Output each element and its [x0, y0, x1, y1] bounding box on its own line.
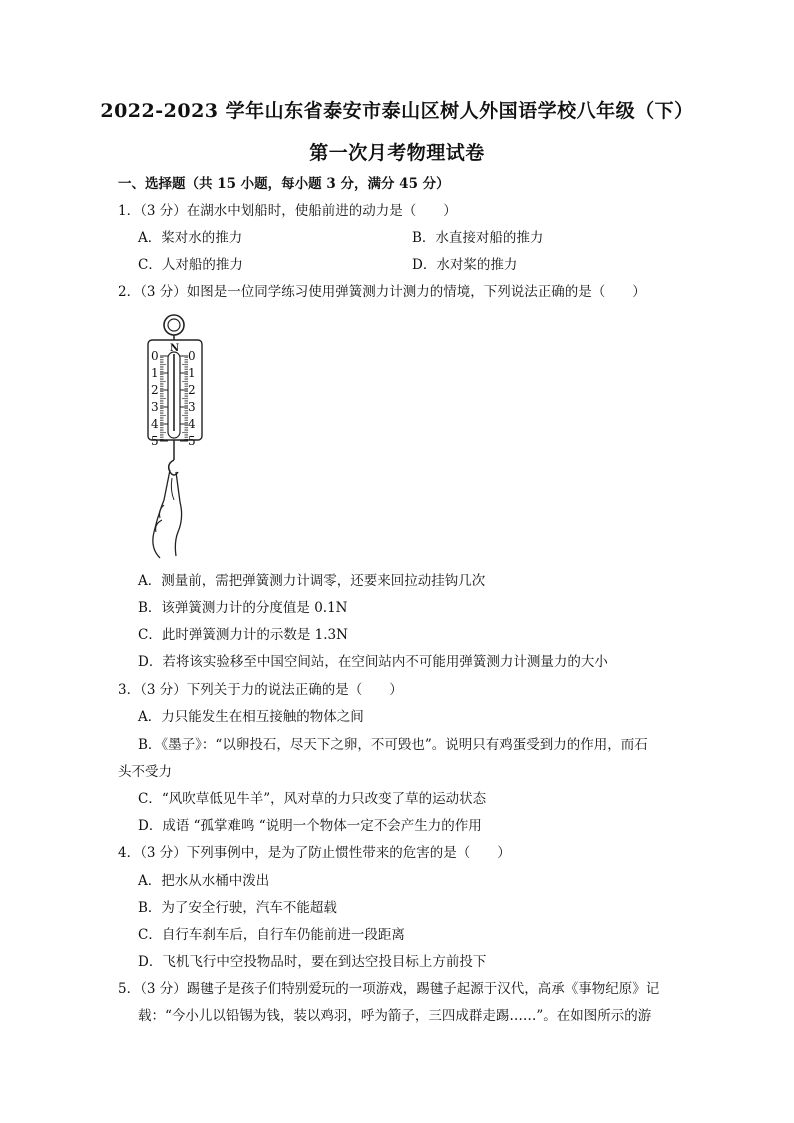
question-4-option-a: A．把水从水桶中泼出 [138, 873, 270, 889]
exam-title-line2: 第一次月考物理试卷 [309, 142, 485, 164]
question-2-option-c: C．此时弹簧测力计的示数是 1.3N [138, 627, 348, 643]
section-heading: 一、选择题（共 15 小题，每小题 3 分，满分 45 分） [118, 176, 450, 192]
scale-right-1: 1 [188, 366, 196, 380]
exam-title-line1: 2022-2023 学年山东省泰安市泰山区树人外国语学校八年级（下） [100, 100, 694, 122]
question-1-option-c: C．人对船的推力 [138, 257, 243, 273]
scale-left-4: 4 [151, 417, 159, 431]
scale-unit-label: N [170, 343, 180, 354]
question-2-option-a: A．测量前，需把弹簧测力计调零，还要来回拉动挂钩几次 [138, 573, 486, 589]
scale-left-3: 3 [151, 400, 159, 414]
question-3-stem: 3．（3 分）下列关于力的说法正确的是（ ） [118, 682, 403, 698]
question-4-option-c: C．自行车刹车后，自行车仍能前进一段距离 [138, 927, 405, 943]
question-1-option-d: D．水对桨的推力 [412, 257, 518, 273]
question-1-option-b: B．水直接对船的推力 [412, 230, 544, 246]
question-3-option-a: A．力只能发生在相互接触的物体之间 [138, 709, 364, 725]
question-2-option-b: B．该弹簧测力计的分度值是 0.1N [138, 600, 348, 616]
question-3-option-b: B．《墨子》：“以卵投石，尽天下之卵，不可毁也”。说明只有鸡蛋受到力的作用，而石 [138, 737, 648, 753]
question-3-option-d: D．成语 “孤掌难鸣 “说明一个物体一定不会产生力的作用 [138, 818, 482, 834]
question-5-stem-line1: 5．（3 分）踢毽子是孩子们特别爱玩的一项游戏，踢毽子起源于汉代，高承《事物纪原》记 [118, 981, 660, 997]
question-1-option-a: A．桨对水的推力 [138, 230, 243, 246]
question-1-stem: 1．（3 分）在湖水中划船时，使船前进的动力是（ ） [118, 203, 457, 219]
scale-left-1: 1 [151, 366, 159, 380]
scale-right-4: 4 [188, 417, 196, 431]
scale-right-0: 0 [188, 349, 196, 363]
question-2-option-d: D．若将该实验移至中国空间站，在空间站内不可能用弹簧测力计测量力的大小 [138, 654, 608, 670]
question-4-option-d: D．飞机飞行中空投物品时，要在到达空投目标上方前投下 [138, 954, 487, 970]
scale-right-2: 2 [188, 383, 196, 397]
scale-right-5: 5 [188, 434, 196, 448]
question-4-option-b: B．为了安全行驶，汽车不能超载 [138, 900, 337, 916]
spring-scale-figure [130, 310, 250, 560]
question-2-stem: 2．（3 分）如图是一位同学练习使用弹簧测力计测力的情境，下列说法正确的是（ ） [118, 284, 646, 300]
question-5-stem-line2: 载：“今小儿以铅锡为钱，装以鸡羽，呼为箭子，三四成群走踢……”。在如图所示的游 [138, 1008, 652, 1024]
question-4-stem: 4．（3 分）下列事例中，是为了防止惯性带来的危害的是（ ） [118, 845, 511, 861]
scale-right-3: 3 [188, 400, 196, 414]
scale-left-5: 5 [151, 434, 159, 448]
question-3-option-b-cont: 头不受力 [118, 764, 172, 780]
scale-left-2: 2 [151, 383, 159, 397]
scale-left-0: 0 [151, 349, 159, 363]
question-3-option-c: C．“风吹草低见牛羊”，风对草的力只改变了草的运动状态 [138, 791, 487, 807]
